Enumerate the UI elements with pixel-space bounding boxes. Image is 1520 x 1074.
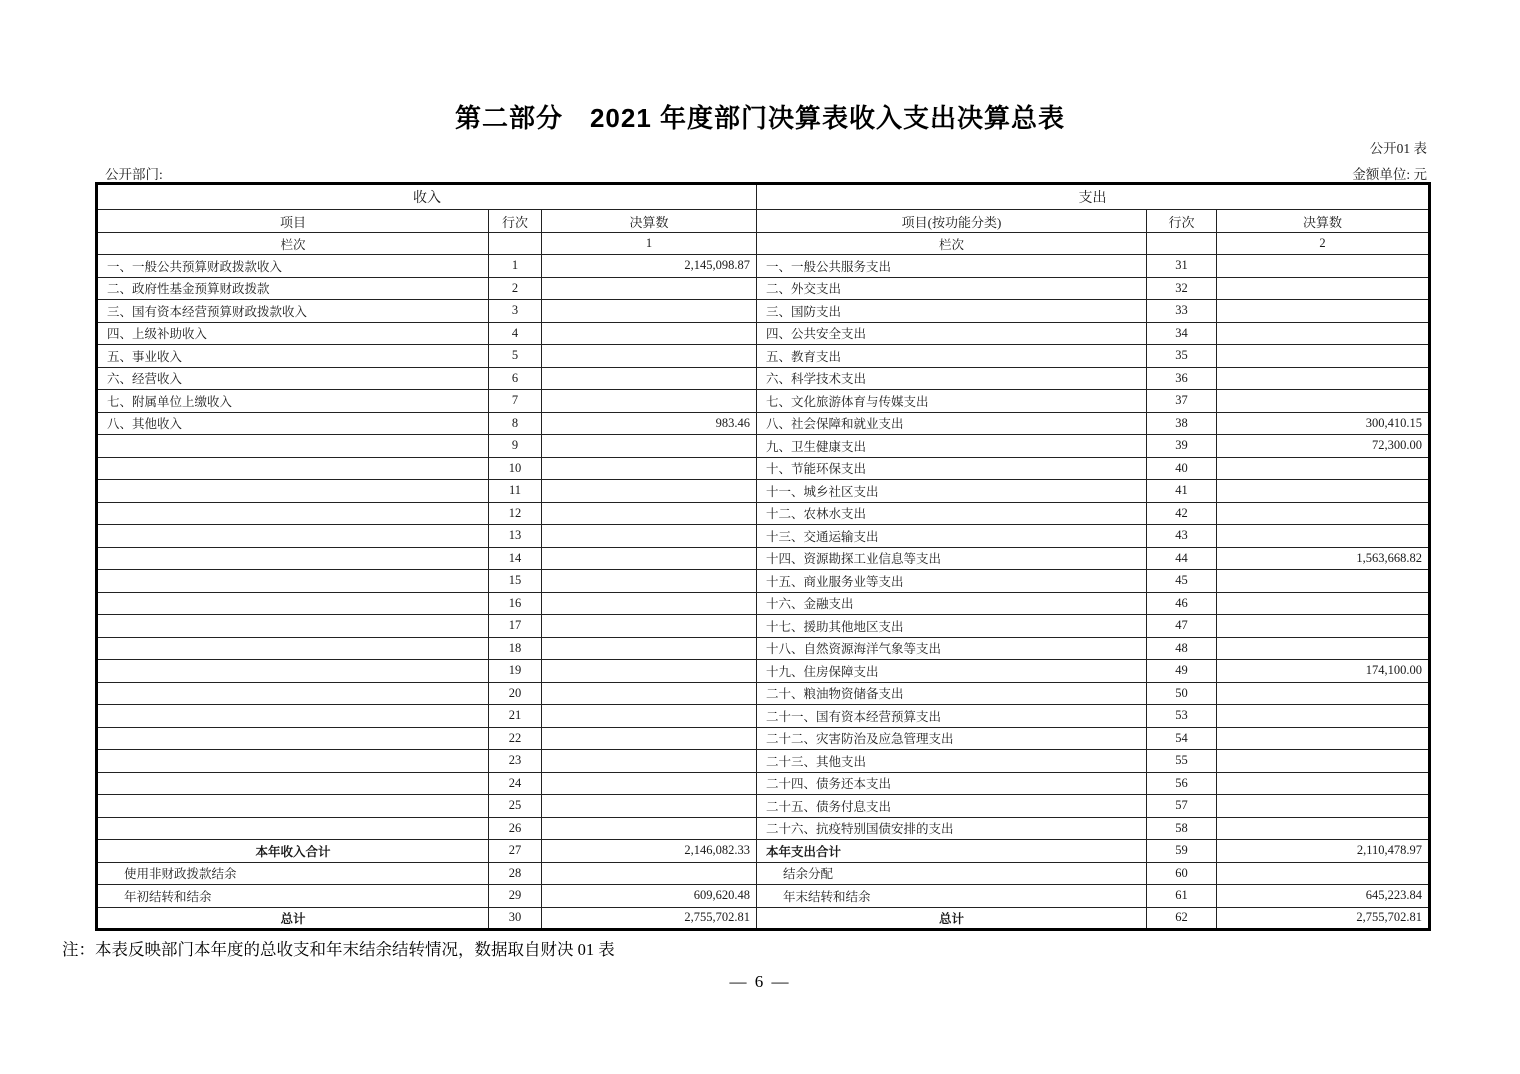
expense-item-label: 十二、农林水支出 — [757, 502, 1147, 525]
income-lanci-label: 栏次 — [97, 233, 489, 255]
income-line-column-header: 行次 — [489, 210, 542, 233]
expense-amount — [1217, 795, 1430, 818]
expense-amount — [1217, 480, 1430, 503]
column-number-row — [97, 233, 1430, 255]
expense-item-label: 十一、城乡社区支出 — [757, 480, 1147, 503]
income-line-number: 23 — [489, 750, 542, 773]
table-row — [97, 840, 1430, 863]
table-row — [97, 547, 1430, 570]
table-row — [97, 345, 1430, 368]
income-item-label — [97, 547, 489, 570]
income-line-number: 14 — [489, 547, 542, 570]
income-item-label — [97, 615, 489, 638]
expense-item-label: 二十四、债务还本支出 — [757, 772, 1147, 795]
expense-amount — [1217, 637, 1430, 660]
expense-amount — [1217, 277, 1430, 300]
section-header-row — [97, 184, 1430, 210]
income-item-column-header: 项目 — [97, 210, 489, 233]
expense-item-label: 五、教育支出 — [757, 345, 1147, 368]
department-label: 公开部门: — [105, 167, 163, 182]
expense-line-number: 31 — [1147, 255, 1217, 278]
income-amount — [542, 570, 757, 593]
expense-item-label: 四、公共安全支出 — [757, 322, 1147, 345]
income-item-label — [97, 637, 489, 660]
income-line-number: 9 — [489, 435, 542, 458]
table-row — [97, 255, 1430, 278]
income-amount: 2,146,082.33 — [542, 840, 757, 863]
table-row — [97, 435, 1430, 458]
expense-item-label: 十九、住房保障支出 — [757, 660, 1147, 683]
expense-line-number: 33 — [1147, 300, 1217, 323]
table-row — [97, 795, 1430, 818]
table-row — [97, 615, 1430, 638]
income-line-number: 13 — [489, 525, 542, 548]
expense-line-number: 44 — [1147, 547, 1217, 570]
income-amount — [542, 502, 757, 525]
income-line-number: 21 — [489, 705, 542, 728]
table-row — [97, 660, 1430, 683]
income-amount: 983.46 — [542, 412, 757, 435]
income-amount — [542, 367, 757, 390]
expense-item-label: 总计 — [757, 907, 1147, 930]
table-row — [97, 277, 1430, 300]
income-amount — [542, 322, 757, 345]
expense-item-label: 十七、援助其他地区支出 — [757, 615, 1147, 638]
income-item-label: 本年收入合计 — [97, 840, 489, 863]
income-amount — [542, 637, 757, 660]
table-row — [97, 772, 1430, 795]
expense-line-number: 58 — [1147, 817, 1217, 840]
table-row — [97, 367, 1430, 390]
income-item-label — [97, 457, 489, 480]
income-amount — [542, 480, 757, 503]
table-row — [97, 705, 1430, 728]
table-code-label: 公开01 表 — [1369, 141, 1427, 156]
income-line-number: 5 — [489, 345, 542, 368]
income-item-label — [97, 705, 489, 728]
income-amount — [542, 682, 757, 705]
expense-line-number: 37 — [1147, 390, 1217, 413]
table-row — [97, 637, 1430, 660]
income-item-label — [97, 660, 489, 683]
income-line-number: 28 — [489, 862, 542, 885]
expense-line-number: 62 — [1147, 907, 1217, 930]
income-item-label: 总计 — [97, 907, 489, 930]
expense-item-label: 二十三、其他支出 — [757, 750, 1147, 773]
table-row — [97, 817, 1430, 840]
income-line-number: 29 — [489, 885, 542, 908]
income-item-label: 一、一般公共预算财政拨款收入 — [97, 255, 489, 278]
table-row — [97, 412, 1430, 435]
expense-line-number: 49 — [1147, 660, 1217, 683]
income-line-number: 10 — [489, 457, 542, 480]
expense-line-number: 54 — [1147, 727, 1217, 750]
income-amount — [542, 862, 757, 885]
expense-item-label: 二十六、抗疫特别国债安排的支出 — [757, 817, 1147, 840]
expense-item-label: 八、社会保障和就业支出 — [757, 412, 1147, 435]
income-item-label — [97, 727, 489, 750]
income-item-label — [97, 750, 489, 773]
column-header-row — [97, 210, 1430, 233]
income-item-label: 五、事业收入 — [97, 345, 489, 368]
expense-item-label: 二十五、债务付息支出 — [757, 795, 1147, 818]
expense-item-label: 二十二、灾害防治及应急管理支出 — [757, 727, 1147, 750]
expense-line-number: 36 — [1147, 367, 1217, 390]
income-line-number: 22 — [489, 727, 542, 750]
meta-row — [105, 163, 1427, 183]
expense-item-label: 结余分配 — [757, 862, 1147, 885]
table-row — [97, 862, 1430, 885]
table-row — [97, 480, 1430, 503]
expense-item-label: 十三、交通运输支出 — [757, 525, 1147, 548]
income-amount — [542, 750, 757, 773]
income-item-label: 八、其他收入 — [97, 412, 489, 435]
income-amount — [542, 615, 757, 638]
income-item-label: 年初结转和结余 — [97, 885, 489, 908]
income-amount — [542, 525, 757, 548]
income-section-header: 收入 — [97, 184, 757, 210]
income-lanci-blank — [489, 233, 542, 255]
expense-amount — [1217, 322, 1430, 345]
expense-amount-column-header: 决算数 — [1217, 210, 1430, 233]
expense-line-number: 60 — [1147, 862, 1217, 885]
expense-amount — [1217, 615, 1430, 638]
table-row — [97, 525, 1430, 548]
income-column-number: 1 — [542, 233, 757, 255]
expense-line-number: 41 — [1147, 480, 1217, 503]
table-row — [97, 682, 1430, 705]
expense-item-label: 二、外交支出 — [757, 277, 1147, 300]
expense-amount — [1217, 817, 1430, 840]
table-body — [97, 255, 1430, 930]
expense-item-column-header: 项目(按功能分类) — [757, 210, 1147, 233]
expense-line-number: 42 — [1147, 502, 1217, 525]
expense-item-label: 九、卫生健康支出 — [757, 435, 1147, 458]
expense-amount — [1217, 592, 1430, 615]
income-line-number: 7 — [489, 390, 542, 413]
expense-amount — [1217, 525, 1430, 548]
income-amount — [542, 435, 757, 458]
expense-line-number: 48 — [1147, 637, 1217, 660]
income-line-number: 6 — [489, 367, 542, 390]
income-item-label: 六、经营收入 — [97, 367, 489, 390]
income-item-label: 四、上级补助收入 — [97, 322, 489, 345]
expense-lanci-label: 栏次 — [757, 233, 1147, 255]
expense-amount: 645,223.84 — [1217, 885, 1430, 908]
expense-lanci-blank — [1147, 233, 1217, 255]
expense-amount — [1217, 682, 1430, 705]
expense-amount — [1217, 862, 1430, 885]
income-amount — [542, 660, 757, 683]
income-line-number: 15 — [489, 570, 542, 593]
expense-line-number: 43 — [1147, 525, 1217, 548]
income-amount — [542, 547, 757, 570]
income-amount — [542, 795, 757, 818]
income-amount — [542, 727, 757, 750]
income-line-number: 27 — [489, 840, 542, 863]
expense-amount — [1217, 705, 1430, 728]
expense-line-number: 57 — [1147, 795, 1217, 818]
expense-amount: 2,755,702.81 — [1217, 907, 1430, 930]
income-line-number: 17 — [489, 615, 542, 638]
expense-amount: 1,563,668.82 — [1217, 547, 1430, 570]
expense-amount — [1217, 345, 1430, 368]
expense-item-label: 七、文化旅游体育与传媒支出 — [757, 390, 1147, 413]
income-item-label — [97, 525, 489, 548]
income-amount — [542, 817, 757, 840]
income-amount — [542, 345, 757, 368]
expense-item-label: 十四、资源勘探工业信息等支出 — [757, 547, 1147, 570]
expense-amount: 174,100.00 — [1217, 660, 1430, 683]
table-row — [97, 322, 1430, 345]
expense-amount — [1217, 502, 1430, 525]
expense-line-number: 50 — [1147, 682, 1217, 705]
income-line-number: 4 — [489, 322, 542, 345]
expense-item-label: 六、科学技术支出 — [757, 367, 1147, 390]
income-amount — [542, 457, 757, 480]
table-row — [97, 300, 1430, 323]
table-row — [97, 570, 1430, 593]
table-row — [97, 390, 1430, 413]
income-amount — [542, 390, 757, 413]
expense-item-label: 十六、金融支出 — [757, 592, 1147, 615]
income-line-number: 2 — [489, 277, 542, 300]
income-line-number: 16 — [489, 592, 542, 615]
footnote: 注：本表反映部门本年度的总收支和年末结余结转情况，数据取自财决 01 表 — [62, 940, 615, 959]
income-item-label: 三、国有资本经营预算财政拨款收入 — [97, 300, 489, 323]
expense-line-number: 35 — [1147, 345, 1217, 368]
expense-line-number: 45 — [1147, 570, 1217, 593]
income-amount — [542, 277, 757, 300]
expense-item-label: 二十一、国有资本经营预算支出 — [757, 705, 1147, 728]
expense-line-number: 47 — [1147, 615, 1217, 638]
expense-amount — [1217, 300, 1430, 323]
table-row — [97, 502, 1430, 525]
expense-amount — [1217, 570, 1430, 593]
expense-amount — [1217, 772, 1430, 795]
income-item-label — [97, 480, 489, 503]
expense-line-number: 32 — [1147, 277, 1217, 300]
income-line-number: 3 — [489, 300, 542, 323]
income-amount-column-header: 决算数 — [542, 210, 757, 233]
income-item-label — [97, 817, 489, 840]
income-line-number: 11 — [489, 480, 542, 503]
expense-amount — [1217, 367, 1430, 390]
expense-amount — [1217, 390, 1430, 413]
expense-line-number: 46 — [1147, 592, 1217, 615]
expense-line-number: 38 — [1147, 412, 1217, 435]
table-row — [97, 750, 1430, 773]
income-item-label — [97, 570, 489, 593]
income-amount — [542, 300, 757, 323]
income-line-number: 24 — [489, 772, 542, 795]
expense-item-label: 十、节能环保支出 — [757, 457, 1147, 480]
income-amount: 609,620.48 — [542, 885, 757, 908]
expense-item-label: 三、国防支出 — [757, 300, 1147, 323]
expense-item-label: 本年支出合计 — [757, 840, 1147, 863]
income-line-number: 26 — [489, 817, 542, 840]
income-line-number: 12 — [489, 502, 542, 525]
income-item-label: 二、政府性基金预算财政拨款 — [97, 277, 489, 300]
income-line-number: 18 — [489, 637, 542, 660]
expense-line-number: 34 — [1147, 322, 1217, 345]
expense-line-column-header: 行次 — [1147, 210, 1217, 233]
income-line-number: 8 — [489, 412, 542, 435]
expense-amount: 300,410.15 — [1217, 412, 1430, 435]
expense-line-number: 39 — [1147, 435, 1217, 458]
income-amount — [542, 592, 757, 615]
expense-item-label: 一、一般公共服务支出 — [757, 255, 1147, 278]
expense-amount — [1217, 727, 1430, 750]
income-line-number: 25 — [489, 795, 542, 818]
expense-line-number: 55 — [1147, 750, 1217, 773]
expense-section-header: 支出 — [757, 184, 1430, 210]
income-item-label — [97, 435, 489, 458]
income-line-number: 30 — [489, 907, 542, 930]
income-amount: 2,755,702.81 — [542, 907, 757, 930]
budget-summary-table — [95, 182, 1431, 931]
expense-line-number: 53 — [1147, 705, 1217, 728]
table-row — [97, 457, 1430, 480]
expense-line-number: 56 — [1147, 772, 1217, 795]
table-row — [97, 885, 1430, 908]
expense-amount: 2,110,478.97 — [1217, 840, 1430, 863]
income-item-label — [97, 795, 489, 818]
expense-item-label: 十五、商业服务业等支出 — [757, 570, 1147, 593]
income-item-label — [97, 682, 489, 705]
income-item-label — [97, 772, 489, 795]
expense-amount — [1217, 255, 1430, 278]
expense-line-number: 59 — [1147, 840, 1217, 863]
expense-item-label: 十八、自然资源海洋气象等支出 — [757, 637, 1147, 660]
income-line-number: 1 — [489, 255, 542, 278]
income-line-number: 19 — [489, 660, 542, 683]
income-line-number: 20 — [489, 682, 542, 705]
expense-amount — [1217, 457, 1430, 480]
expense-column-number: 2 — [1217, 233, 1430, 255]
expense-line-number: 61 — [1147, 885, 1217, 908]
income-amount — [542, 772, 757, 795]
income-item-label: 使用非财政拨款结余 — [97, 862, 489, 885]
income-amount: 2,145,098.87 — [542, 255, 757, 278]
expense-amount — [1217, 750, 1430, 773]
unit-label: 金额单位: 元 — [1352, 167, 1427, 182]
table-row — [97, 907, 1430, 930]
expense-item-label: 年末结转和结余 — [757, 885, 1147, 908]
income-item-label — [97, 592, 489, 615]
expense-amount: 72,300.00 — [1217, 435, 1430, 458]
expense-item-label: 二十、粮油物资储备支出 — [757, 682, 1147, 705]
expense-line-number: 40 — [1147, 457, 1217, 480]
table-row — [97, 727, 1430, 750]
income-item-label — [97, 502, 489, 525]
income-item-label: 七、附属单位上缴收入 — [97, 390, 489, 413]
page-title: 第二部分 2021 年度部门决算表收入支出决算总表 — [454, 103, 1066, 133]
table-row — [97, 592, 1430, 615]
page-number: — 6 — — [729, 972, 791, 991]
income-amount — [542, 705, 757, 728]
